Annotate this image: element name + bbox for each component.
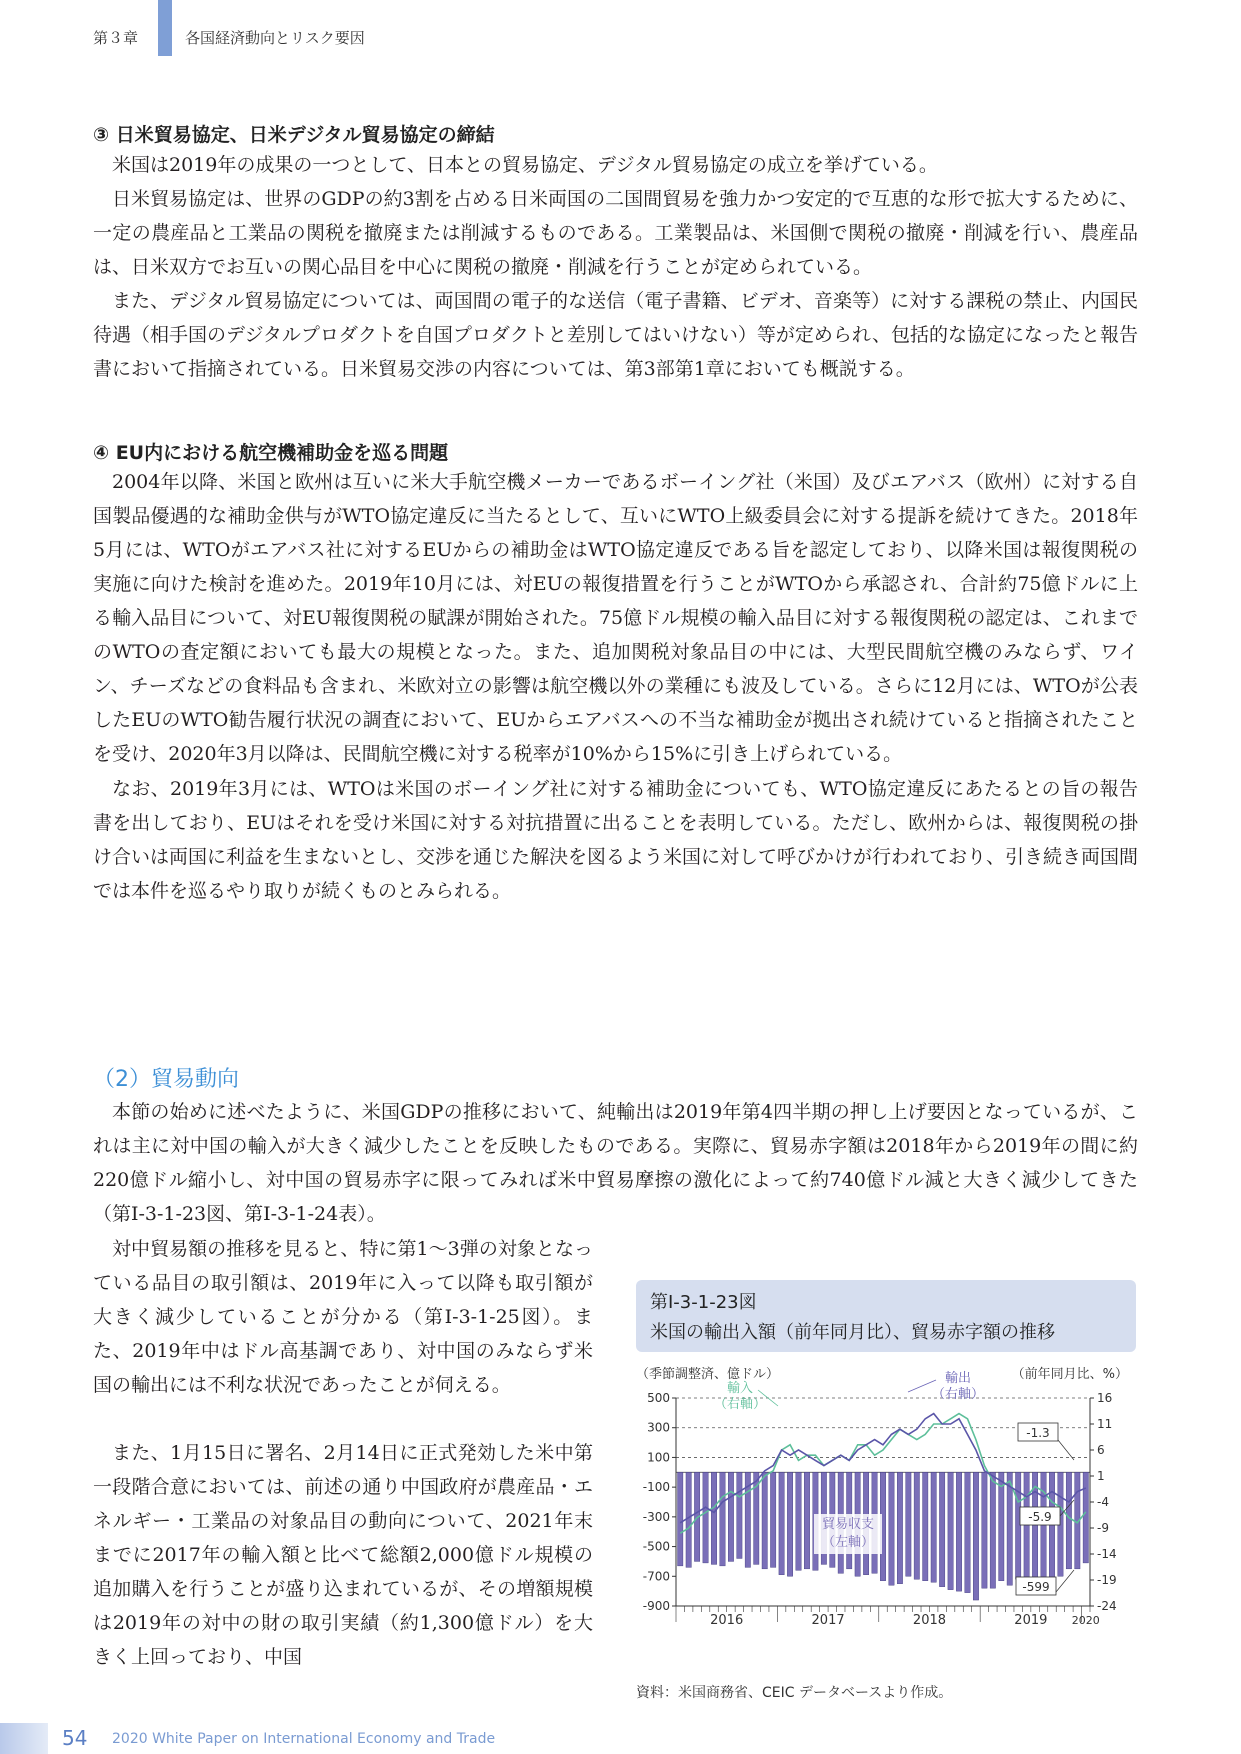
bar-trade-balance [897,1472,902,1583]
bar-trade-balance [703,1472,708,1563]
y-right-tick-label: -24 [1097,1599,1117,1613]
bar-trade-balance [1083,1472,1088,1563]
y-right-tick-label: -19 [1097,1573,1117,1587]
callout-exports-latest: -1.3 [1026,1426,1050,1440]
x-year-label: 2018 [912,1613,947,1628]
imports-label: 輸入 [726,1381,754,1396]
bar-trade-balance [1015,1472,1020,1579]
exports-label-sub: （右軸） [931,1387,985,1402]
footer-accent-bar [0,1723,48,1754]
header-accent-bar [158,0,172,56]
bar-trade-balance [906,1472,911,1576]
bar-trade-balance [948,1472,953,1589]
bar-trade-balance [737,1472,742,1558]
y-right-tick-label: 16 [1097,1391,1113,1405]
bar-trade-balance [990,1472,995,1588]
balance-label-sub: （左軸） [821,1535,875,1550]
bar-trade-balance [1007,1472,1012,1585]
figure-title-box [636,1280,1136,1352]
y-right-tick-label: 11 [1097,1417,1113,1431]
bar-trade-balance [973,1472,978,1600]
figure-source: 資料：米国商務省、CEIC データベースより作成。 [636,1685,953,1701]
paragraph: 日米貿易協定は、世界のGDPの約3割を占める日米両国の二国間貿易を強力かつ安定的で互恵的な形で拡大するために、一定の農産品と工業品の関税を撤廃または削減するものである。工業製品は、米国側で関税の撤廃・削減を行い、農産品は、日米双方でお互いの関心品目を中心に関税の撤廃・削減を行うことが定められている。 [93,188,1138,278]
bar-trade-balance [914,1472,919,1579]
y-left-label: （季節調整済、億ドル） [636,1367,780,1382]
callout-imports-latest: -5.9 [1028,1510,1052,1524]
bar-trade-balance [728,1472,733,1561]
imports-label-sub: （右軸） [713,1397,767,1412]
bar-trade-balance [1041,1472,1046,1583]
paragraph: また、デジタル貿易協定については、両国間の電子的な送信（電子書籍、ビデオ、音楽等）に対する課税の禁止、内国民待遇（相手国のデジタルプロダクトを自国プロダクトと差別してはいけない）等が定められ、包括的な協定になったと報告書において指摘されている。日米貿易交渉の内容については、第3部第1章においても概説する。 [93,290,1139,380]
bar-trade-balance [678,1472,683,1566]
bar-trade-balance [1066,1472,1071,1569]
bar-trade-balance [804,1472,809,1569]
balance-label: 貿易収支 [821,1517,875,1532]
paragraph: 2004年以降、米国と欧州は互いに米大手航空機メーカーであるボーイング社（米国）及びエアバス（欧州）に対する自国製品優遇的な補助金供与がWTO協定違反に当たるとして、互いにWTO上級委員会に対する提訴を続けてきた。2018年5月には、WTOがエアバス社に対するEUからの補助金はWTO協定違反である旨を認定しており、以降米国は報復関税の実施に向けた検討を進めた。2019年10月には、対EUの報復措置を行うことがWTOから承認され、合計約75億ドルに上る輸入品目について、対EU報復関税の賦課が開始された。75億ドル規模の輸入品目に対する報復関税の認定は、これまでのWTOの査定額においても最大の規模となった。また、追加関税対象品目の中には、大型民間航空機のみならず、ワイン、チーズなどの食料品も含まれ、米欧対立の影響は航空機以外の業種にも波及している。さらに12月には、WTOが公表したEUのWTO勧告履行状況の調査において、EUからエアバスへの不当な補助金が拠出され続けていると指摘されたことを受け、2020年3月以降は、民間航空機に対する税率が10%から15%に引き上げられている。 [93,471,1138,765]
y-left-tick-label: -300 [642,1509,670,1524]
x-year-label: 2016 [710,1613,744,1628]
bar-trade-balance [965,1472,970,1592]
x-year-label: 2020 [1071,1614,1100,1627]
figure-number: 第Ⅰ-3-1-23図 [650,1292,757,1313]
y-right-tick-label: 6 [1097,1443,1105,1457]
figure-title: 米国の輸出入額（前年同月比）、貿易赤字額の推移 [650,1322,1055,1343]
paragraph: 米国は2019年の成果の一つとして、日本との貿易協定、デジタル貿易協定の成立を挙げている。 [112,154,938,176]
section-heading-3: ③ 日米貿易協定、日米デジタル貿易協定の締結 [93,124,495,146]
bar-trade-balance [999,1472,1004,1580]
section-heading-trade: （2）貿易動向 [93,1067,239,1092]
x-year-label: 2017 [811,1613,845,1628]
bar-trade-balance [711,1472,716,1564]
y-left-tick-label: -700 [642,1569,670,1584]
paragraph: なお、2019年3月には、WTOは米国のボーイング社に対する補助金についても、WTO協定違反にあたるとの旨の報告書を出しており、EUはそれを受け米国に対する対抗措置に出ることを表明している。ただし、欧州からは、報復関税の掛け合いは両国に利益を生まないとし、交渉を通じた解決を図るよう米国に対して呼びかけが行われており、引き続き両国間では本件を巡るやり取りが続くものとみられる。 [93,778,1139,902]
footer-title: 2020 White Paper on International Economy and Trade [112,1731,496,1747]
trade-chart [628,1360,1138,1680]
paragraph: 本節の始めに述べたように、米国GDPの推移において、純輸出は2019年第4四半期の押し上げ要因となっているが、これは主に対中国の輸入が大きく減少したことを反映したものである。実際に、貿易赤字額は2018年から2019年の間に約220億ドル縮小し、対中国の貿易赤字に限ってみれば米中貿易摩擦の激化によって約740億ドル減と大きく減少してきた（第I-3-1-23図、第I-3-1-24表）。 [93,1101,1138,1225]
y-right-label: （前年同月比、%） [1011,1367,1128,1382]
bar-trade-balance [770,1472,775,1567]
callout-balance-latest: -599 [1022,1580,1050,1594]
bar-trade-balance [787,1472,792,1576]
bar-trade-balance [796,1472,801,1570]
paragraph: また、1月15日に署名、2月14日に正式発効した米中第一段階合意においては、前述の通り中国政府が農産品・エネルギー・工業品の対象品目の動向について、2021年末までに2017年の輸入額と比べて総額2,000億ドル規模の追加購入を行うことが盛り込まれているが、その増額規模は2019年の対中の財の取引実績（約1,300億ドル）を大きく上回っており、中国 [93,1442,593,1668]
page-number: 54 [62,1726,88,1750]
callout-leader [1058,1440,1074,1460]
chapter-number: 第３章 [93,29,139,47]
bar-trade-balance [931,1472,936,1582]
exports-label: 輸出 [944,1371,972,1386]
y-right-tick-label: -4 [1097,1495,1109,1509]
bar-trade-balance [982,1472,987,1588]
bar-trade-balance [939,1472,944,1586]
chapter-title: 各国経済動向とリスク要因 [185,29,365,47]
y-right-tick-label: -14 [1097,1547,1117,1561]
bar-trade-balance [923,1472,928,1580]
y-left-tick-label: -500 [642,1539,670,1554]
y-left-tick-label: -100 [642,1480,670,1495]
y-left-tick-label: -900 [642,1599,670,1613]
bar-trade-balance [762,1472,767,1569]
bar-trade-balance [779,1472,784,1575]
bar-trade-balance [720,1472,725,1566]
y-right-tick-label: -9 [1097,1521,1109,1535]
bar-trade-balance [1024,1472,1029,1580]
y-left-tick-label: 300 [647,1420,670,1435]
y-left-tick-label: 100 [647,1450,670,1465]
paragraph: 対中貿易額の推移を見ると、特に第1〜3弾の対象となっている品目の取引額は、2019年に入って以降も取引額が大きく減少していることが分かる（第I-3-1-25図）。また、2019年中はドル高基調であり、対中国のみならず米国の輸出には不利な状況であったことが伺える。 [93,1238,593,1396]
section-heading-4: ④ EU内における航空機補助金を巡る問題 [93,442,449,464]
bar-trade-balance [889,1472,894,1585]
bar-trade-balance [686,1472,691,1567]
bar-trade-balance [1049,1472,1054,1579]
bar-trade-balance [956,1472,961,1591]
y-right-tick-label: 1 [1097,1469,1105,1483]
x-year-label: 2019 [1014,1613,1048,1628]
y-left-tick-label: 500 [647,1391,670,1405]
